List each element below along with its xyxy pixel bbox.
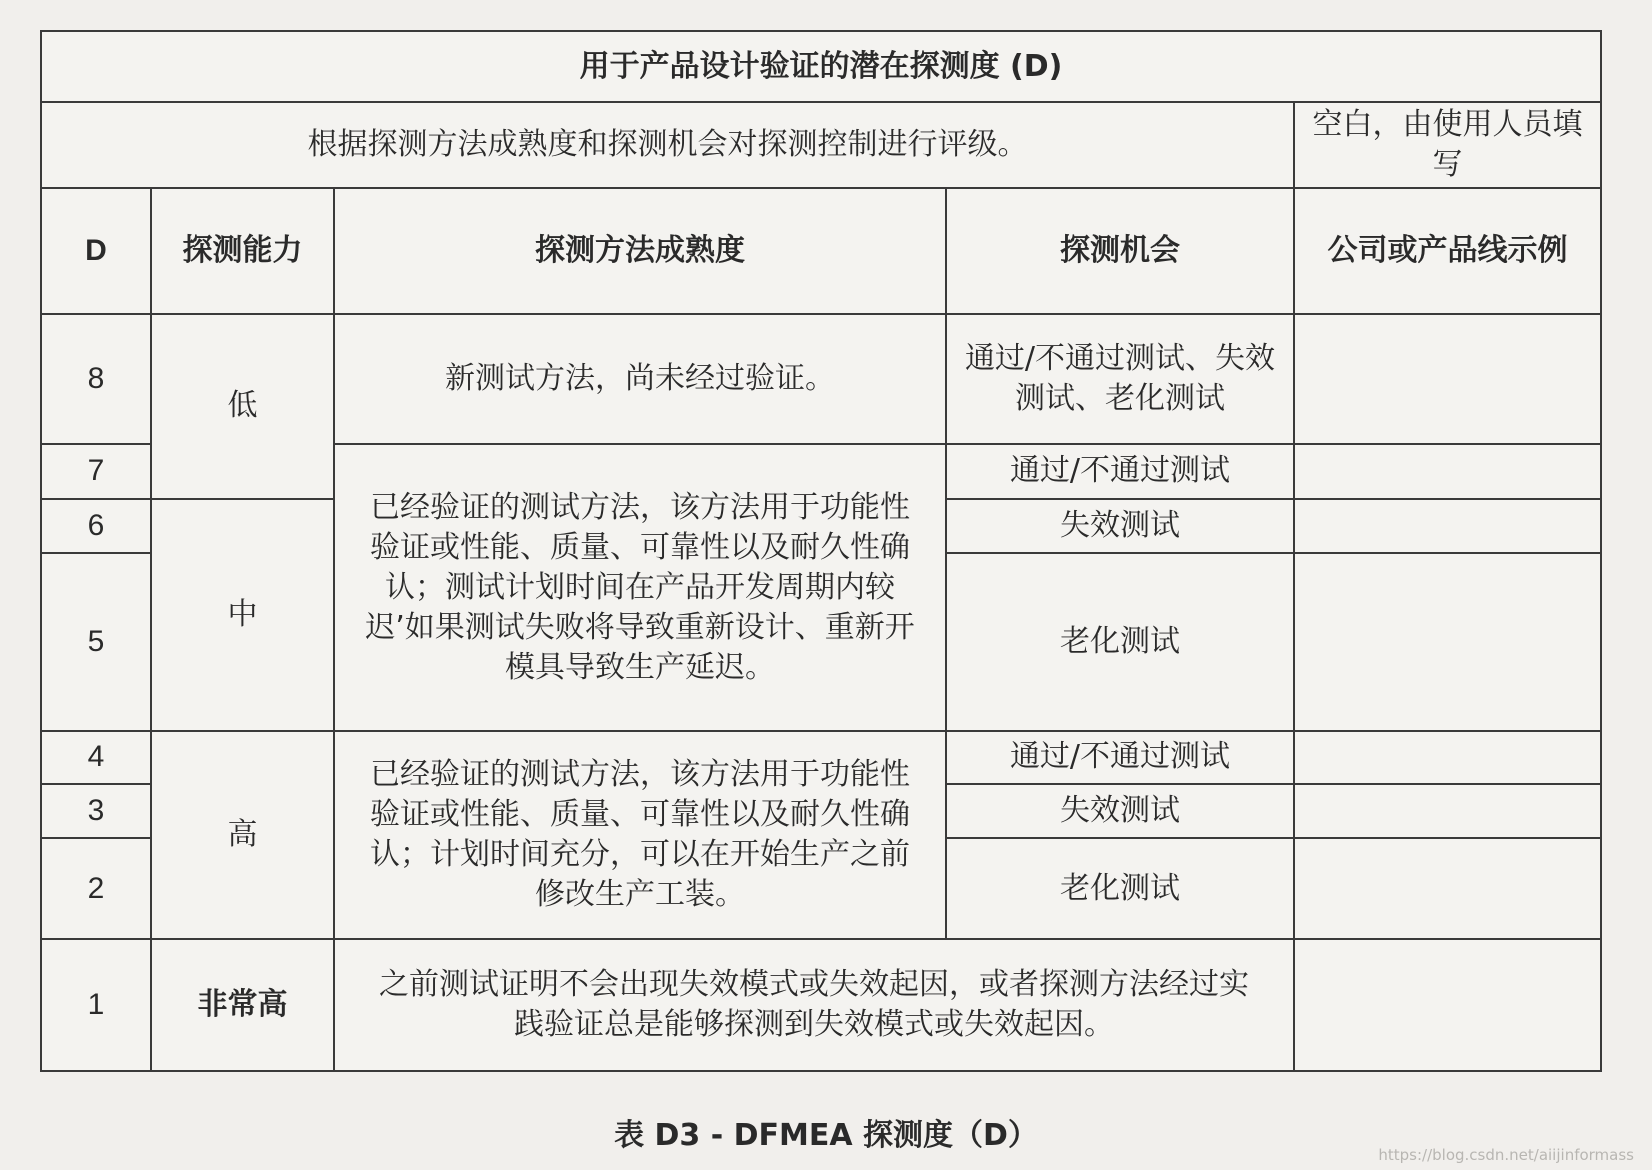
header-capability: 探测能力 xyxy=(151,188,334,314)
maturity-high: 已经验证的测试方法，该方法用于功能性验证或性能、质量、可靠性以及耐久性确认；计划时间充分，可以在开始生产之前修改生产工装。 xyxy=(334,731,946,939)
d-value: 6 xyxy=(41,499,151,554)
capability-low: 低 xyxy=(151,314,334,499)
maturity-medium: 已经验证的测试方法，该方法用于功能性验证或性能、质量、可靠性以及耐久性确认；测试计划时间在产品开发周期内较迟’如果测试失败将导致重新设计、重新开模具导致生产延迟。 xyxy=(334,444,946,731)
opportunity-cell: 失效测试 xyxy=(946,499,1294,554)
table-row xyxy=(41,731,1601,783)
opportunity-cell: 老化测试 xyxy=(946,838,1294,939)
example-cell xyxy=(1294,731,1601,783)
example-cell xyxy=(1294,314,1601,444)
example-cell xyxy=(1294,784,1601,839)
d-value: 3 xyxy=(41,784,151,839)
capability-high: 高 xyxy=(151,731,334,939)
table-caption: 表 D3 - DFMEA 探测度（D） xyxy=(614,1118,1038,1153)
opportunity-cell: 通过/不通过测试、失效测试、老化测试 xyxy=(946,314,1294,444)
example-cell xyxy=(1294,553,1601,731)
d-value: 8 xyxy=(41,314,151,444)
d-value: 7 xyxy=(41,444,151,499)
header-maturity: 探测方法成熟度 xyxy=(334,188,946,314)
opportunity-cell: 老化测试 xyxy=(946,553,1294,731)
table-row xyxy=(41,939,1601,1071)
opportunity-cell: 失效测试 xyxy=(946,784,1294,839)
capability-medium: 中 xyxy=(151,499,334,732)
d-value: 5 xyxy=(41,553,151,731)
watermark: https://blog.csdn.net/aiijinformass xyxy=(1378,1146,1634,1164)
example-cell xyxy=(1294,939,1601,1071)
example-cell xyxy=(1294,444,1601,499)
capability-very-high: 非常高 xyxy=(151,939,334,1071)
header-opportunity: 探测机会 xyxy=(946,188,1294,314)
example-cell xyxy=(1294,499,1601,554)
example-cell xyxy=(1294,838,1601,939)
maturity-very-high: 之前测试证明不会出现失效模式或失效起因，或者探测方法经过实践验证总是能够探测到失效模式或失效起因。 xyxy=(334,939,1294,1071)
d-value: 1 xyxy=(41,939,151,1071)
header-d: D xyxy=(41,188,151,314)
maturity-low: 新测试方法，尚未经过验证。 xyxy=(334,314,946,444)
table-title: 用于产品设计验证的潜在探测度 (D) xyxy=(41,31,1601,102)
header-example: 公司或产品线示例 xyxy=(1294,188,1601,314)
table-subtitle: 根据探测方法成熟度和探测机会对探测控制进行评级。 xyxy=(41,102,1294,188)
table-row xyxy=(41,314,1601,444)
d-value: 4 xyxy=(41,731,151,783)
opportunity-cell: 通过/不通过测试 xyxy=(946,444,1294,499)
detection-rating-table xyxy=(40,30,1602,1072)
blank-note: 空白，由使用人员填写 xyxy=(1294,102,1601,188)
d-value: 2 xyxy=(41,838,151,939)
opportunity-cell: 通过/不通过测试 xyxy=(946,731,1294,783)
